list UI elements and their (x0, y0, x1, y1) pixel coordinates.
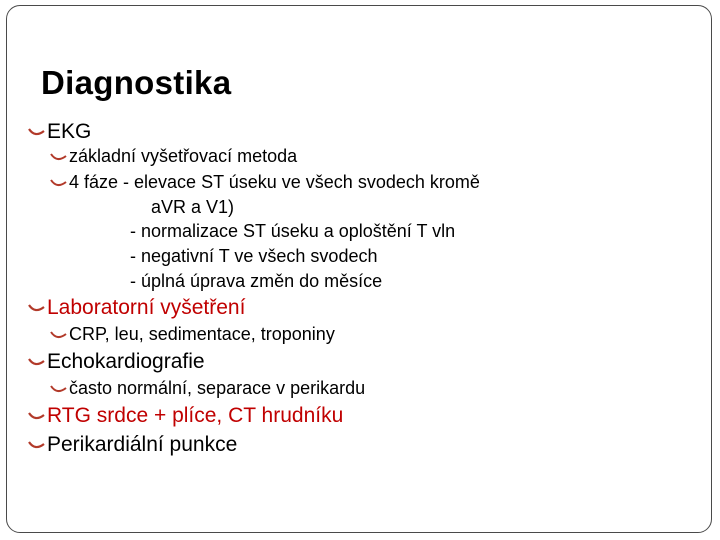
curved-bullet-icon (28, 439, 45, 451)
curved-bullet-icon (50, 329, 67, 341)
curved-bullet-icon (50, 151, 67, 163)
curved-bullet-icon (50, 383, 67, 395)
bullet-label: RTG srdce + plíce, CT hrudníku (47, 404, 344, 427)
bullet-lab (28, 296, 245, 320)
sub-bullet-ekg-method (50, 146, 297, 167)
bullet-label: Laboratorní vyšetření (47, 296, 246, 319)
bullet-rtg (28, 404, 343, 428)
sub-bullet-ekg-phases (50, 172, 480, 193)
sub-bullet-label: často normální, separace v perikardu (69, 378, 366, 398)
bullet-punkce (28, 433, 237, 457)
slide-title: Diagnostika (41, 64, 232, 101)
curved-bullet-icon (28, 410, 45, 422)
bullet-label: EKG (47, 120, 92, 143)
bullet-label: Echokardiografie (47, 350, 205, 373)
sub-bullet-label: základní vyšetřovací metoda (69, 146, 298, 166)
sub-bullet-echo (50, 378, 365, 399)
sub-bullet-label: 4 fáze - elevace ST úseku ve všech svodech kromě (69, 172, 480, 192)
phase-continuation: aVR a V1) (151, 197, 235, 217)
curved-bullet-icon (28, 126, 45, 138)
sub-bullet-lab (50, 324, 335, 345)
bullet-ekg (28, 120, 91, 144)
phase-4: - úplná úprava změn do měsíce (130, 271, 383, 291)
phase-2: - normalizace ST úseku a oploštění T vln (130, 221, 456, 241)
curved-bullet-icon (28, 356, 45, 368)
curved-bullet-icon (28, 302, 45, 314)
phase-3: - negativní T ve všech svodech (130, 246, 378, 266)
curved-bullet-icon (50, 177, 67, 189)
bullet-label: Perikardiální punkce (47, 433, 238, 456)
bullet-echo (28, 350, 205, 374)
sub-bullet-label: CRP, leu, sedimentace, troponiny (69, 324, 335, 344)
